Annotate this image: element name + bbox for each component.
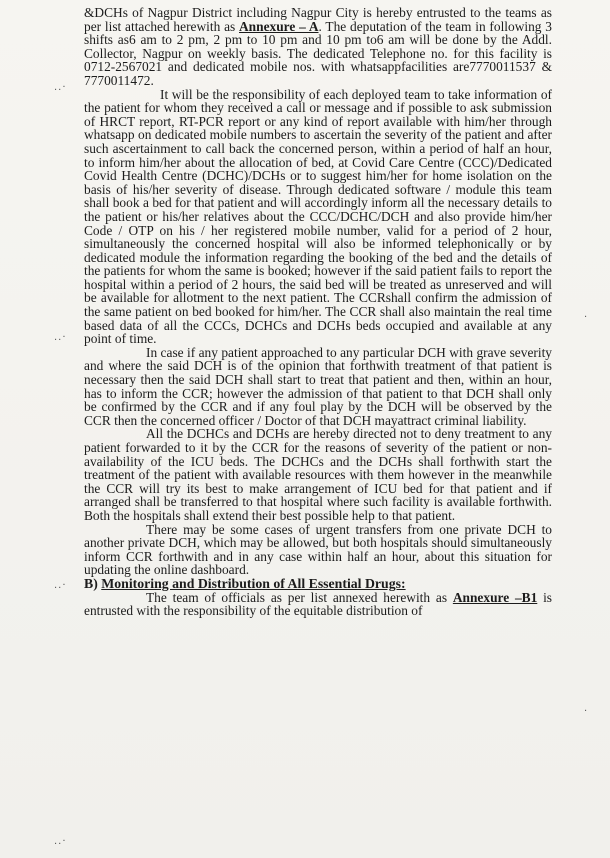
section-b-heading	[84, 577, 552, 591]
document-body	[84, 6, 552, 618]
scan-speck: ..·	[54, 836, 67, 847]
paragraph-drug-distribution	[84, 591, 552, 618]
paragraph-text: is entrusted with the responsibility of the equitable distribution of	[84, 589, 553, 619]
paragraph-text: . The deputation of the team in following 3 shifts as6 am to 2 pm, 2 pm to 10 pm and 10 pm to6 am will be done by the Addl. Collector, Nagpur on weekly basis. The dedicated Telephone no. for this facility is 0712-2567021 and dedicated mobile nos. with whatsappfacilities are7770011537 & 7770011472.	[84, 18, 552, 88]
paragraph-urgent-transfers: There may be some cases of urgent transfers from one private DCH to another private DCH, which may be allowed, but both hospitals should simultaneously inform CCR forthwith and in any case within half an hour, about this situation for updating the online dashboard.	[84, 521, 552, 578]
paragraph-grave-severity: In case if any patient approached to any particular DCH with grave severity and where the said DCH is of the opinion that forthwith treatment of that patient is necessary then the said DCH shall start to treat that patient and then, within an hour, has to inform the CCR; however the admission of that patient to that DCH shall only be confirmed by the CCR and if any foul play by the DCH will be observed by the CCR then the concerned officer / Doctor of that DCH mayattract criminal liability.	[84, 344, 552, 428]
scan-speck: ·	[584, 312, 589, 323]
scan-speck: ..·	[54, 82, 67, 93]
paragraph-text: The team of officials as per list annexed herewith as	[146, 589, 453, 605]
paragraph-team-responsibility: It will be the responsibility of each deployed team to take information of the patient for whom they received a call or message and if possible to ask submission of HRCT report, RT-PCR report or any kind of report available with him/her through whatsapp on dedicated mobile numbers to ascertain the severity of the patient and after such ascertainment to call back the concerned person, within a period of half an hour, to inform him/her about the allocation of bed, at Covid Care Centre (CCC)/Dedicated Covid Health Centre (DCHC)/DCHs or to suggest him/her for home isolation on the basis of his/her severity of disease. Through dedicated software / module this team shall book a bed for that patient and will accordingly inform all the necessary details to the patient or his/her relatives about the CCC/DCHC/DCH and also provide him/her Code / OTP on his / her registered mobile number, valid for a period of 2 hour, simultaneously the concerned hospital will also be informed telephonically or by dedicated module the information regarding the booking of the bed and the details of the patients for whom the same is booked; however if the said patient fails to report the hospital within a period of 2 hours, the said bed will be treated as unreserved and will be available for allotment to the next patient. The CCRshall confirm the admission of the same patient on bed booked for him/her. The CCR shall also maintain the real time based data of all the CCCs, DCHCs and DCHs beds occupied and available at any point of time.	[84, 86, 552, 347]
scan-speck: ..·	[54, 332, 67, 343]
scan-speck: ..·	[54, 580, 67, 591]
paragraph-no-denial: All the DCHCs and DCHs are hereby directed not to deny treatment to any patient forwarded to it by the CCR for the reasons of severity of the patient or non-availability of the ICU beds. The DCHCs and the DCHs shall forthwith start the treatment of the patient with available resources with them however in the meanwhile the CCR will try its best to make arrangement of ICU bed for that patient and if arranged shall be transferred to that hospital where such facility is available forthwith. Both the hospitals shall extend their best possible help to that patient.	[84, 426, 552, 523]
scan-speck: ·	[584, 706, 589, 717]
annexure-b1-reference: Annexure –B1	[452, 589, 538, 605]
section-title: Monitoring and Distribution of All Essential Drugs:	[101, 575, 406, 591]
section-label: B)	[84, 575, 102, 591]
paragraph-deputation	[84, 6, 552, 88]
annexure-a-reference: Annexure – A	[239, 18, 319, 34]
paragraph-text: &DCHs of Nagpur District including Nagpur City is hereby entrusted to the teams as per list attached herewith as	[84, 5, 552, 34]
